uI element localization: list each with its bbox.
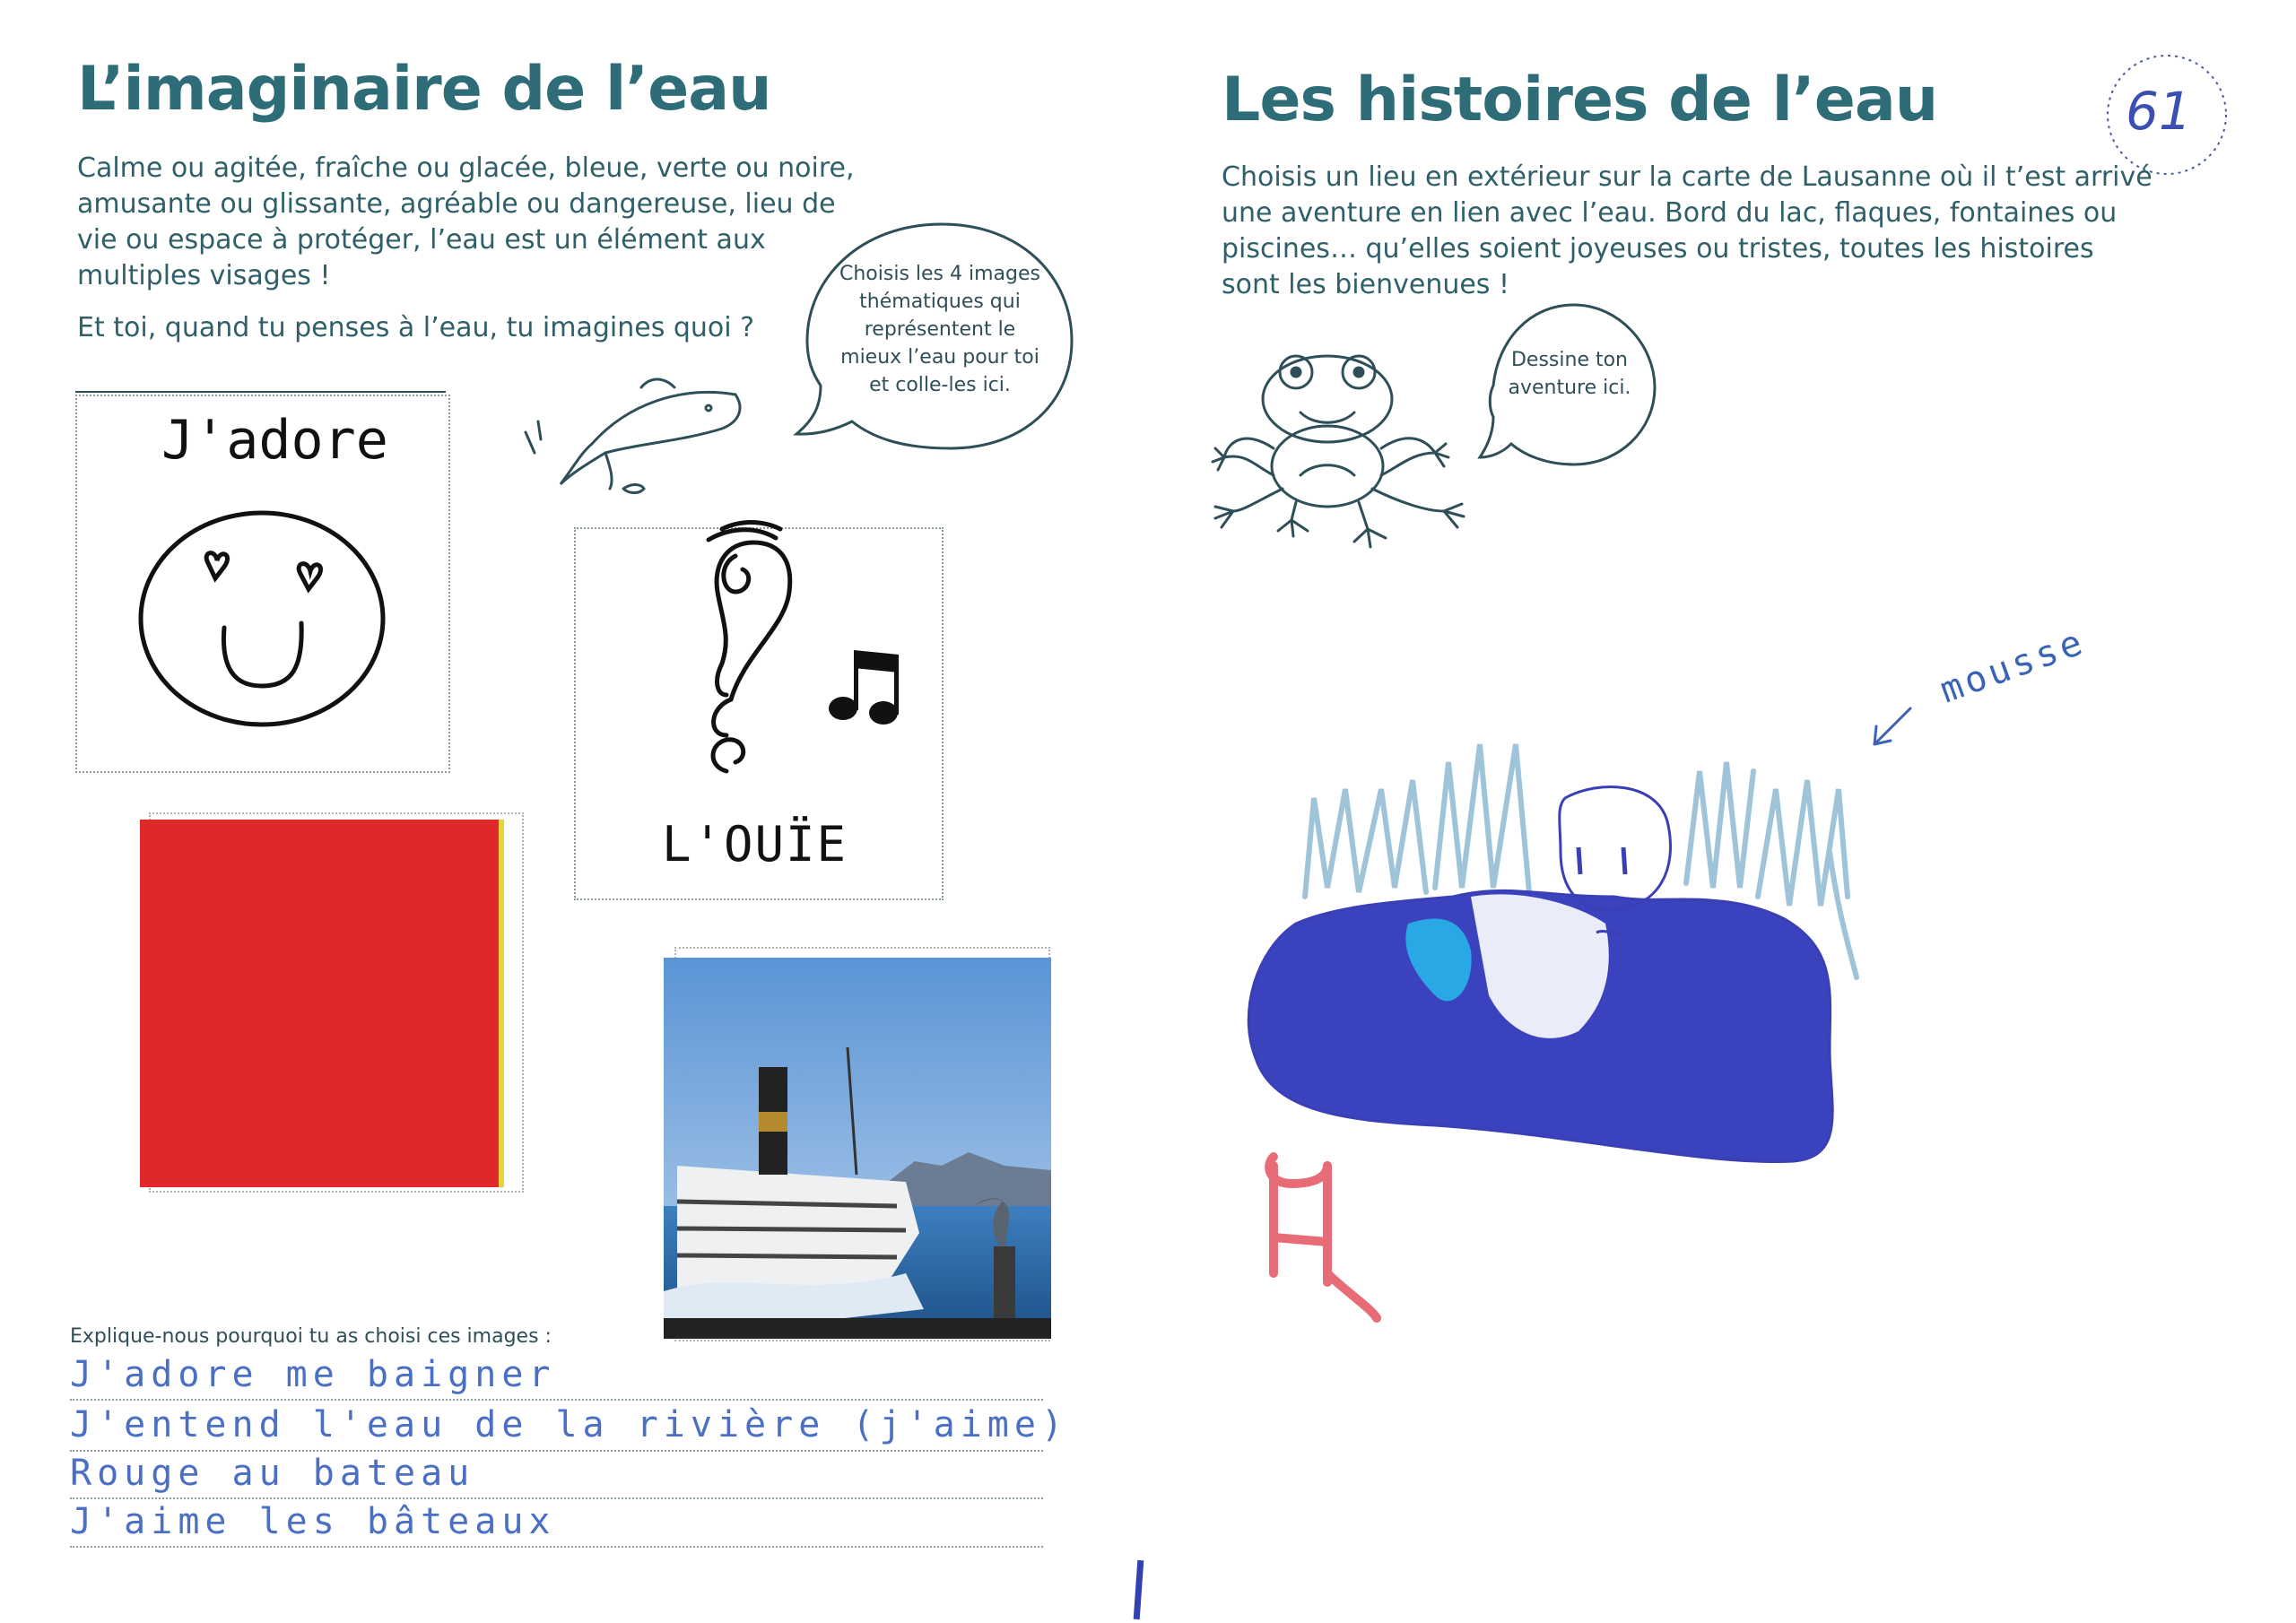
drawing-label-mousse: mousse — [1935, 621, 2092, 712]
card-photo-frame — [674, 947, 1050, 1341]
answer-line-1 — [70, 1399, 1043, 1401]
card-jadore-text: J'adore — [161, 409, 388, 472]
answer-line-3 — [70, 1497, 1043, 1499]
answer-line-4 — [70, 1546, 1043, 1548]
card1-top-line — [75, 391, 446, 393]
page-number: 61 — [2126, 81, 2192, 142]
right-page-title: Les histoires de l’eau — [1222, 65, 1938, 135]
explain-label: Explique-nous pourquoi tu as choisi ces images : — [70, 1325, 552, 1348]
handwritten-answer-1: J'adore me baigner — [70, 1354, 556, 1395]
left-question-text: Et toi, quand tu penses à l’eau, tu imagines quoi ? — [77, 312, 755, 343]
left-intro-text: Calme ou agitée, fraîche ou glacée, bleue, verte ou noire, amusante ou glissante, agréable ou dangereuse, lieu de vie ou espace à protéger, l’eau est un élément aux multiples visages ! — [77, 152, 855, 291]
red-card-edge — [499, 820, 504, 1187]
right-intro-text: Choisis un lieu en extérieur sur la carte de Lausanne où il t’est arrivé une aventure en lien avec l’eau. Bord du lac, flaques, fontaines ou piscines… qu’elles soient joyeuses ou tristes, toutes les histoires sont les bienvenues ! — [1222, 161, 2152, 300]
handwritten-answer-3: Rouge au bateau — [70, 1453, 475, 1494]
handwritten-answer-4: J'aime les bâteaux — [70, 1501, 556, 1542]
card-ouie-text: L'OUÏE — [662, 816, 848, 872]
handwritten-answer-2: J'entend l'eau de la rivière (j'aime) — [70, 1404, 1069, 1445]
answer-line-2 — [70, 1450, 1043, 1452]
red-color-card — [140, 820, 499, 1187]
left-page-title: L’imaginaire de l’eau — [77, 54, 771, 125]
right-bubble-text: Dessine ton aventure ici. — [1508, 349, 1631, 399]
center-pen-mark — [1134, 1560, 1144, 1619]
left-bubble-text: Choisis les 4 images thématiques qui représentent le mieux l’eau pour toi et colle-les ici. — [839, 263, 1040, 396]
